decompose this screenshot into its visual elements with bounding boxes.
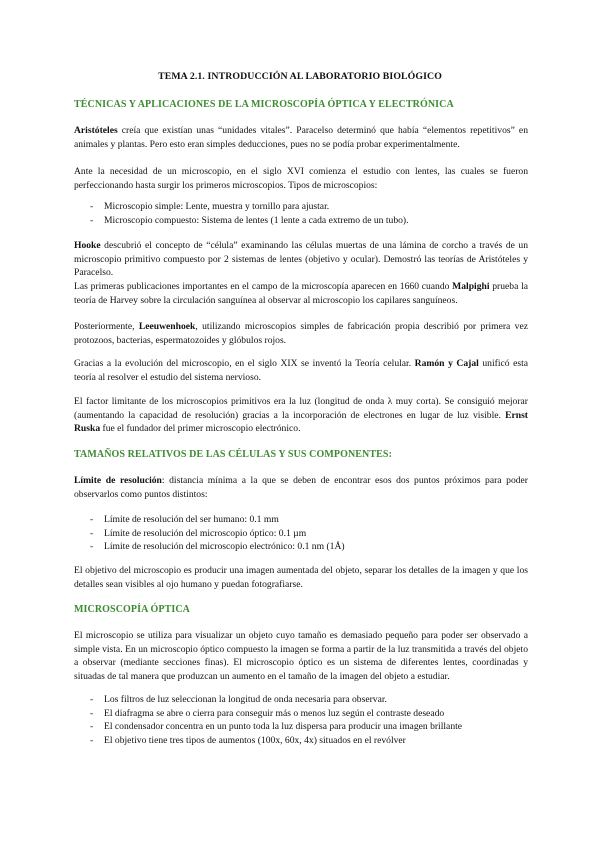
paragraph-ruska: El factor limitante de los microscopios primitivos era la luz (longitud de onda λ muy corta). Se consiguió mejorar (aumentando la capacidad de resolución) gracias a la incorporación de electrones en lugar de luz visible. Ernst Ruska fue el fundador del primer microscopio electrónico. xyxy=(74,396,528,435)
microscope-parts-list xyxy=(74,693,528,748)
paragraph-resolution-limit: Límite de resolución: distancia mínima a la que se deben de encontrar esos dos puntos próximos para poder observarlos como puntos distintos: xyxy=(74,475,528,500)
list-item: - El condensador concentra en un punto toda la luz dispersa para producir una imagen brillante xyxy=(90,721,463,733)
page-title: TEMA 2.1. INTRODUCCIÓN AL LABORATORIO BIOLÓGICO xyxy=(158,71,442,82)
list-item: - Límite de resolución del microscopio electrónico: 0.1 nm (1Å) xyxy=(90,541,345,553)
section-heading-microscopy-techniques: TÉCNICAS Y APLICACIONES DE LA MICROSCOPÍA ÓPTICA Y ELECTRÓNICA xyxy=(74,99,454,110)
section-heading-optical-microscopy: MICROSCOPÍA ÓPTICA xyxy=(74,604,190,615)
list-item: - Microscopio compuesto: Sistema de lentes (1 lente a cada extremo de un tubo). xyxy=(90,214,409,226)
paragraph-cell-theory: Gracias a la evolución del microscopio, en el siglo XIX se inventó la Teoría celular. Ramón y Cajal unificó esta teoría al resolver el estudio del sistema nervioso. xyxy=(74,358,529,383)
bold-name: Leeuwenhoek xyxy=(138,321,196,332)
list-item: - Microscopio simple: Lente, muestra y tornillo para ajustar. xyxy=(90,201,330,212)
microscope-types-list xyxy=(74,200,528,227)
paragraph-optical-microscope: El microscopio se utiliza para visualizar un objeto cuyo tamaño es demasiado pequeño para poder ser observado a simple vista. En un microscopio óptico compuesto la imagen se forma a partir de la luz transmitida a través del objeto a observar (mediante secciones finas). El microscopio óptico es un sistema de diferentes lentes, coordinadas y situadas de tal manera que produzcan un aumento en el tamaño de la imagen del objeto a estudiar. xyxy=(74,630,528,682)
section-heading-cell-sizes: TAMAÑOS RELATIVOS DE LAS CÉLULAS Y SUS COMPONENTES: xyxy=(74,449,393,460)
bold-name: Ernst Ruska xyxy=(74,409,528,435)
bold-name: Malpighi xyxy=(452,281,490,292)
resolution-limits-list xyxy=(74,513,528,554)
paragraph-microscope-objective: El objetivo del microscopio es producir una imagen aumentada del objeto, separar los detalles de la imagen y que los detalles sean visibles al ojo humano y puedan fotografiarse. xyxy=(74,565,528,590)
list-item: - El objetivo tiene tres tipos de aumentos (100x, 60x, 4x) situados en el revólver xyxy=(90,735,406,747)
paragraph-hooke: Hooke descubrió el concepto de “célula” examinando las células muertas de una lámina de corcho a través de un microscopio primitivo compuesto por 2 sistemas de lentes (objetivo y ocular). Demostró las teorías de Aristóteles y Paracelso. xyxy=(74,240,528,279)
bold-name: Ramón y Cajal xyxy=(414,358,479,369)
paragraph-leeuwenhoek: Posteriormente, Leeuwenhoek, utilizando microscopios simples de fabricación propia describió por primera vez protozoos, bacterias, espermatozoides y glóbulos rojos. xyxy=(74,321,528,346)
paragraph-malpighi: Las primeras publicaciones importantes en el campo de la microscopía aparecen en 1660 cuando Malpighi prueba la teoría de Harvey sobre la circulación sanguínea al observar al microscopio los capilares sanguíneos. xyxy=(74,281,528,306)
bold-term: Límite de resolución xyxy=(74,475,162,486)
paragraph-aristoteles: Aristóteles creía que existían unas “unidades vitales”. Paracelso determinó que había “elementos repetitivos” en animales y plantas. Pero esto eran simples deducciones, pues no se podía probar experimentalmente. xyxy=(74,125,528,150)
list-item: - Límite de resolución del ser humano: 0.1 mm xyxy=(90,514,279,525)
bold-name: Aristóteles xyxy=(74,125,118,136)
list-item: - Los filtros de luz seleccionan la longitud de onda necesaria para observar. xyxy=(90,694,387,705)
bold-name: Hooke xyxy=(74,240,101,251)
list-item: - Límite de resolución del microscopio óptico: 0.1 µm xyxy=(90,527,307,539)
paragraph-microscope-need: Ante la necesidad de un microscopio, en el siglo XVI comienza el estudio con lentes, las cuales se fueron perfeccionando hasta surgir los primeros microscopios. Tipos de microscopios: xyxy=(74,166,528,191)
list-item: - El diafragma se abre o cierra para conseguir más o menos luz según el contraste deseado xyxy=(90,707,445,719)
